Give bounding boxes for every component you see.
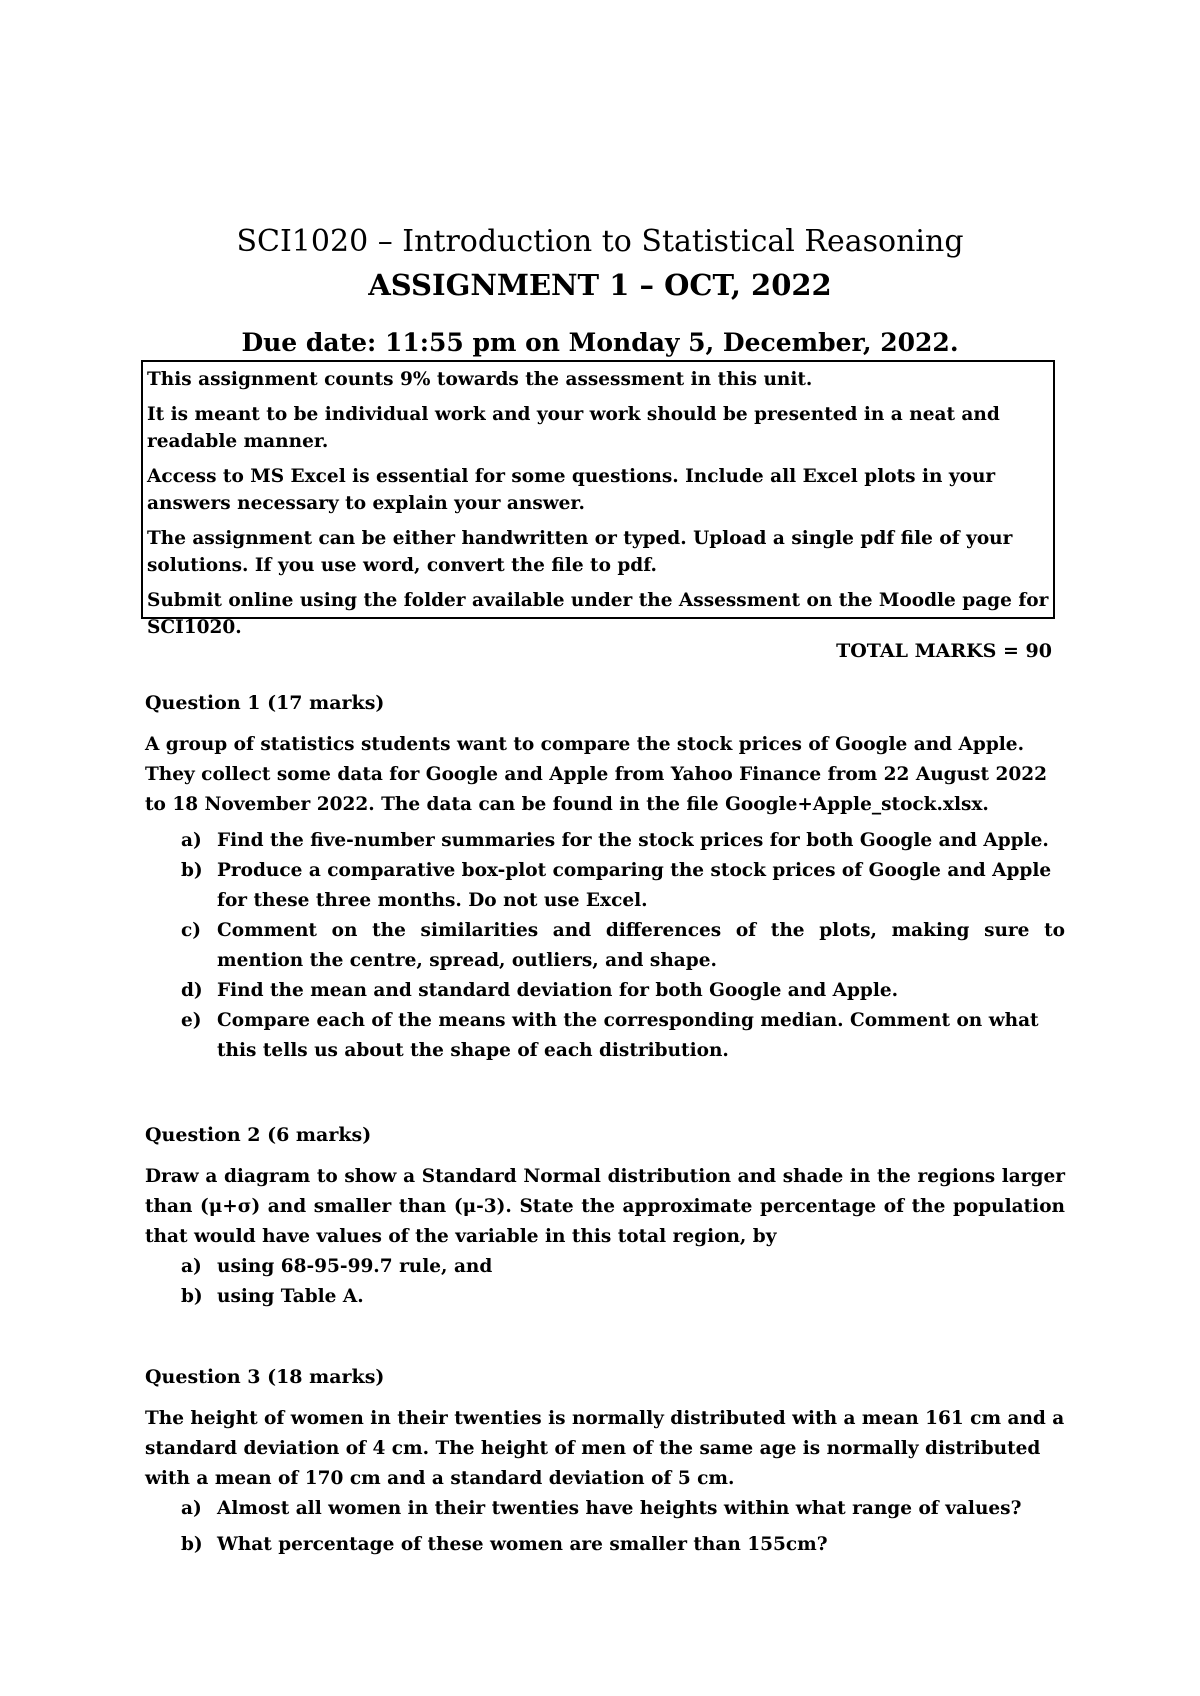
question-1-items [145,826,1065,1066]
question-1-text [145,730,1065,820]
question-2-text [145,1162,1065,1252]
assignment-info-box [141,360,1055,638]
item-text: Compare each of the means with the corresponding median. Comment on what this tells us about the shape of each distribution. [217,1010,1039,1061]
item-label: a) [181,830,202,851]
item-text: Find the mean and standard deviation for both Google and Apple. [217,980,899,1001]
course-title: SCI1020 – Introduction to Statistical Reasoning [236,224,964,259]
item-text: Find the five-number summaries for the stock prices for both Google and Apple. [217,830,1049,851]
item-label: b) [181,1534,203,1555]
info-line: It is meant to be individual work and your work should be presented in a neat and readable manner. [147,404,1000,452]
item-label: c) [181,920,202,941]
item-text: using Table A. [217,1286,364,1307]
info-line: The assignment can be either handwritten or typed. Upload a single pdf file of your solutions. If you use word, convert the file to pdf. [147,528,1013,576]
total-marks: TOTAL MARKS = 90 [836,640,1052,662]
item-text: Almost all women in their twenties have heights within what range of values? [217,1498,1022,1519]
item-text: What percentage of these women are smaller than 155cm? [217,1534,828,1555]
list-item [145,916,1065,976]
item-label: b) [181,1286,203,1307]
list-item [145,1252,1065,1282]
question-2-heading: Question 2 (6 marks) [145,1124,372,1146]
info-line: Submit online using the folder available under the Assessment on the Moodle page for SCI1020. [147,590,1049,638]
item-label: a) [181,1256,202,1277]
question-3-items [145,1494,1065,1560]
list-item [145,826,1065,856]
item-label: a) [181,1498,202,1519]
question-text: The height of women in their twenties is normally distributed with a mean 161 cm and a standard deviation of 4 cm. The height of men of the same age is normally distributed with a mean of 170 cm and a standard deviation of 5 cm. [145,1408,1065,1489]
item-text: Produce a comparative box-plot comparing the stock prices of Google and Apple for these three months. Do not use Excel. [217,860,1052,911]
question-2-items [145,1252,1065,1312]
item-label: b) [181,860,203,881]
item-label: e) [181,1010,202,1031]
question-3-heading: Question 3 (18 marks) [145,1366,385,1388]
item-label: d) [181,980,203,1001]
question-1-heading: Question 1 (17 marks) [145,692,385,714]
question-text: A group of statistics students want to compare the stock prices of Google and Apple. They collect some data for Google and Apple from Yahoo Finance from 22 August 2022 to 18 November 2022. The data can be found in the file Google+Apple_stock.xlsx. [145,734,1047,815]
info-line: This assignment counts 9% towards the assessment in this unit. [147,369,813,390]
list-item [145,1494,1065,1524]
question-3-text [145,1404,1065,1494]
list-item [145,1282,1065,1312]
question-text: Draw a diagram to show a Standard Normal distribution and shade in the regions larger than (μ+σ) and smaller than (μ-3). State the approximate percentage of the population that would have values of the variable in this total region, by [145,1166,1065,1247]
info-line: Access to MS Excel is essential for some questions. Include all Excel plots in your answers necessary to explain your answer. [147,466,996,514]
list-item [145,856,1065,916]
list-item [145,1006,1065,1066]
list-item [145,976,1065,1006]
item-text: Comment on the similarities and differences of the plots, making sure to mention the centre, spread, outliers, and shape. [217,920,1065,971]
list-item [145,1530,1065,1560]
item-text: using 68-95-99.7 rule, and [217,1256,493,1277]
due-date: Due date: 11:55 pm on Monday 5, December, 2022. [241,328,959,357]
assignment-title: ASSIGNMENT 1 – OCT, 2022 [368,268,832,302]
